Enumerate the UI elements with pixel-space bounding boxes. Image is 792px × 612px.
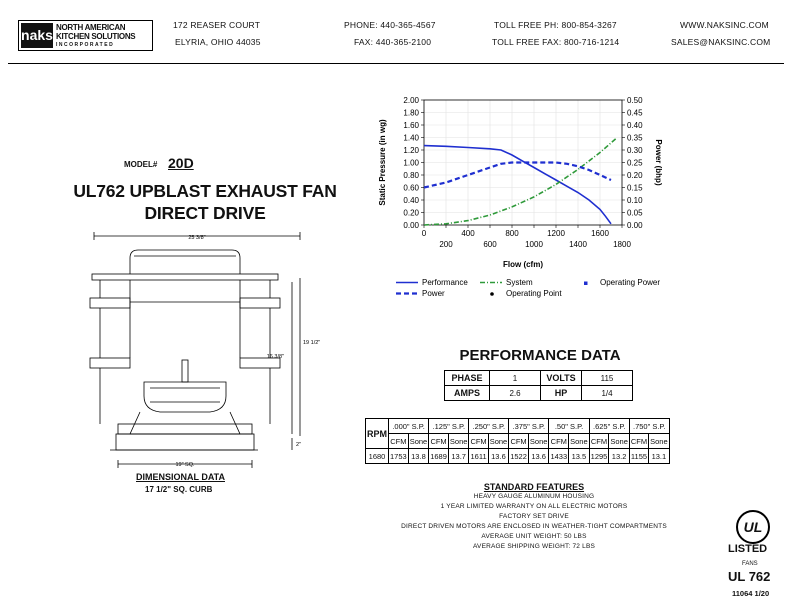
listed-label: LISTED — [728, 543, 768, 555]
sone-value: 13.8 — [408, 449, 429, 464]
cfm-value: 1753 — [389, 449, 409, 464]
sone-header: Sone — [528, 434, 549, 449]
cfm-header: CFM — [429, 434, 449, 449]
x-tick-label: 1400 — [569, 240, 587, 249]
right-band — [240, 298, 280, 308]
phase-value: 1 — [490, 371, 541, 386]
series-line-system — [424, 138, 617, 225]
cfm-value: 1611 — [469, 449, 488, 464]
cfm-header: CFM — [469, 434, 488, 449]
sone-value: 13.5 — [569, 449, 590, 464]
cfm-header: CFM — [549, 434, 569, 449]
amps-value: 2.6 — [490, 386, 541, 401]
sone-header: Sone — [448, 434, 469, 449]
rpm-header: RPM — [366, 419, 389, 449]
electrical-table — [444, 370, 633, 401]
logo-mark: naks — [21, 23, 53, 48]
cfm-header: CFM — [389, 434, 409, 449]
sone-value: 13.6 — [528, 449, 549, 464]
rpm-value: 1680 — [366, 449, 389, 464]
hood-rim — [92, 274, 278, 280]
sp-header: .625" S.P. — [589, 419, 629, 434]
y2-tick-label: 0.45 — [627, 108, 643, 118]
feature-item: FACTORY SET DRIVE — [499, 513, 569, 520]
x-tick-label: 1600 — [591, 229, 609, 238]
cfm-header: CFM — [629, 434, 648, 449]
cfm-value: 1522 — [509, 449, 529, 464]
toll-free-phone: TOLL FREE PH: 800-854-3267 — [494, 20, 617, 30]
y-axis-label: Static Pressure (in wg) — [378, 119, 387, 206]
x-tick-label: 1000 — [525, 240, 543, 249]
chart-ticks — [403, 96, 643, 249]
sone-value: 13.7 — [448, 449, 469, 464]
y-tick-label: 1.60 — [403, 121, 419, 130]
table-row — [366, 449, 670, 464]
cfm-value: 1689 — [429, 449, 449, 464]
y-tick-label: 0.60 — [403, 183, 419, 193]
bird-screen — [130, 412, 240, 434]
x-axis-label: Flow (cfm) — [503, 260, 543, 269]
dim-width-text: 25 3/8" — [188, 235, 206, 241]
sp-header: .750" S.P. — [629, 419, 669, 434]
cfm-value: 1433 — [549, 449, 569, 464]
static-pressure-table — [365, 418, 670, 464]
sone-header: Sone — [408, 434, 429, 449]
sone-header: Sone — [609, 434, 630, 449]
logo-line-3: INCORPORATED — [56, 42, 115, 48]
fan-drawing — [70, 226, 340, 470]
address-line-1: 172 REASER COURT — [173, 20, 261, 30]
sone-header: Sone — [649, 434, 670, 449]
website-link[interactable]: WWW.NAKSINC.COM — [680, 20, 769, 30]
y2-tick-label: 0.25 — [627, 158, 643, 168]
product-subtitle: DIRECT DRIVE — [144, 203, 266, 223]
feature-item: 1 YEAR LIMITED WARRANTY ON ALL ELECTRIC MOTORS — [440, 503, 628, 510]
y2-tick-label: 0.50 — [627, 96, 643, 105]
logo-line-1: NORTH AMERICAN — [56, 23, 126, 32]
sp-header: .250" S.P. — [469, 419, 509, 434]
x-tick-label: 800 — [505, 229, 519, 238]
legend-label: System — [506, 278, 533, 287]
x-tick-label: 400 — [461, 229, 475, 238]
y2-axis-label: Power (bhp) — [654, 139, 663, 186]
cfm-value: 1155 — [629, 449, 648, 464]
x-tick-label: 600 — [483, 240, 497, 249]
x-tick-label: 1800 — [613, 240, 631, 249]
sone-value: 13.6 — [488, 449, 509, 464]
lower-left-band — [90, 358, 130, 368]
fans-label: FANS — [742, 561, 758, 567]
ul-standard: UL 762 — [728, 569, 771, 584]
motor-shaft — [182, 360, 188, 382]
phone: PHONE: 440-365-4567 — [344, 20, 436, 30]
hp-value: 1/4 — [582, 386, 633, 401]
motor-housing — [144, 382, 226, 412]
dim-base-text: 2" — [296, 442, 302, 448]
feature-item: AVERAGE SHIPPING WEIGHT: 72 LBS — [472, 543, 596, 550]
x-tick-label: 200 — [439, 240, 453, 249]
dim-curb-text: 19" SQ. — [175, 462, 195, 468]
cfm-value: 1295 — [589, 449, 609, 464]
hp-label: HP — [541, 386, 582, 401]
legend-marker-square — [584, 282, 588, 286]
y-tick-label: 2.00 — [403, 96, 419, 105]
sone-header: Sone — [569, 434, 590, 449]
header-rule — [8, 63, 784, 64]
sp-header: .50" S.P. — [549, 419, 589, 434]
y-tick-label: 1.80 — [403, 108, 419, 118]
y2-tick-label: 0.35 — [627, 133, 643, 143]
ul-mark-text: UL — [743, 519, 763, 535]
dim-total-text: 19 1/2" — [303, 340, 321, 346]
sone-value: 13.1 — [649, 449, 670, 464]
left-band — [90, 298, 130, 308]
legend-marker-dot — [490, 292, 494, 296]
y-tick-label: 1.20 — [403, 146, 419, 155]
cfm-header: CFM — [509, 434, 529, 449]
series-line-performance — [424, 146, 611, 224]
curb-cap — [116, 434, 254, 450]
sone-value: 13.2 — [609, 449, 630, 464]
logo-line-2: KITCHEN SOLUTIONS — [56, 32, 136, 41]
ul-listed-mark — [736, 510, 770, 544]
legend-label: Power — [422, 289, 445, 298]
y-tick-label: 0.00 — [403, 221, 419, 230]
chart-series — [424, 138, 617, 225]
hood-outline — [130, 250, 240, 274]
sp-header: .375" S.P. — [509, 419, 549, 434]
model-number: 20D — [168, 155, 194, 171]
cfm-header: CFM — [589, 434, 609, 449]
x-tick-label: 0 — [421, 229, 427, 238]
damper-ring — [118, 424, 252, 434]
y2-tick-label: 0.15 — [627, 183, 643, 193]
volts-label: VOLTS — [541, 371, 582, 386]
dim-body-text: 16 3/8" — [266, 354, 284, 360]
y2-tick-label: 0.30 — [627, 146, 643, 155]
feature-item: DIRECT DRIVEN MOTORS ARE ENCLOSED IN WEATHER-TIGHT COMPARTMENTS — [401, 523, 667, 530]
y-tick-label: 0.40 — [403, 196, 419, 205]
address-line-2: ELYRIA, OHIO 44035 — [175, 37, 261, 47]
company-logo — [18, 20, 153, 51]
legend-label: Operating Point — [506, 289, 562, 298]
y-tick-label: 0.80 — [403, 171, 419, 180]
y2-tick-label: 0.05 — [627, 208, 643, 218]
phase-label: PHASE — [445, 371, 490, 386]
sp-header: .000" S.P. — [389, 419, 429, 434]
document-id: 11064 1/20 — [732, 589, 770, 598]
chart-legend — [396, 278, 660, 298]
x-tick-label: 1200 — [547, 229, 565, 238]
chart-grid — [424, 100, 622, 225]
feature-item: HEAVY GAUGE ALUMINUM HOUSING — [473, 493, 595, 500]
y2-tick-label: 0.40 — [627, 121, 643, 130]
y2-tick-label: 0.10 — [627, 196, 643, 205]
email-link[interactable]: SALES@NAKSINC.COM — [671, 37, 771, 47]
curb-size: 17 1/2" SQ. CURB — [145, 485, 213, 494]
y2-tick-label: 0.20 — [627, 171, 643, 180]
toll-free-fax: TOLL FREE FAX: 800-716-1214 — [492, 37, 620, 47]
amps-label: AMPS — [445, 386, 490, 401]
standard-features-title: STANDARD FEATURES — [483, 482, 585, 492]
sone-header: Sone — [488, 434, 509, 449]
y2-tick-label: 0.00 — [627, 221, 643, 230]
y-tick-label: 1.00 — [403, 158, 419, 168]
legend-label: Performance — [422, 278, 468, 287]
y-tick-label: 0.20 — [403, 208, 419, 218]
legend-label: Operating Power — [600, 278, 661, 287]
model-label: MODEL# — [124, 160, 158, 169]
feature-item: AVERAGE UNIT WEIGHT: 50 LBS — [481, 533, 587, 540]
y-tick-label: 1.40 — [403, 133, 419, 143]
performance-chart — [374, 90, 704, 306]
dimensional-data-title: DIMENSIONAL DATA — [136, 472, 225, 482]
performance-title: PERFORMANCE DATA — [459, 347, 621, 364]
sp-header: .125" S.P. — [429, 419, 469, 434]
fax: FAX: 440-365-2100 — [354, 37, 432, 47]
volts-value: 115 — [582, 371, 633, 386]
product-title: UL762 UPBLAST EXHAUST FAN — [73, 181, 337, 201]
